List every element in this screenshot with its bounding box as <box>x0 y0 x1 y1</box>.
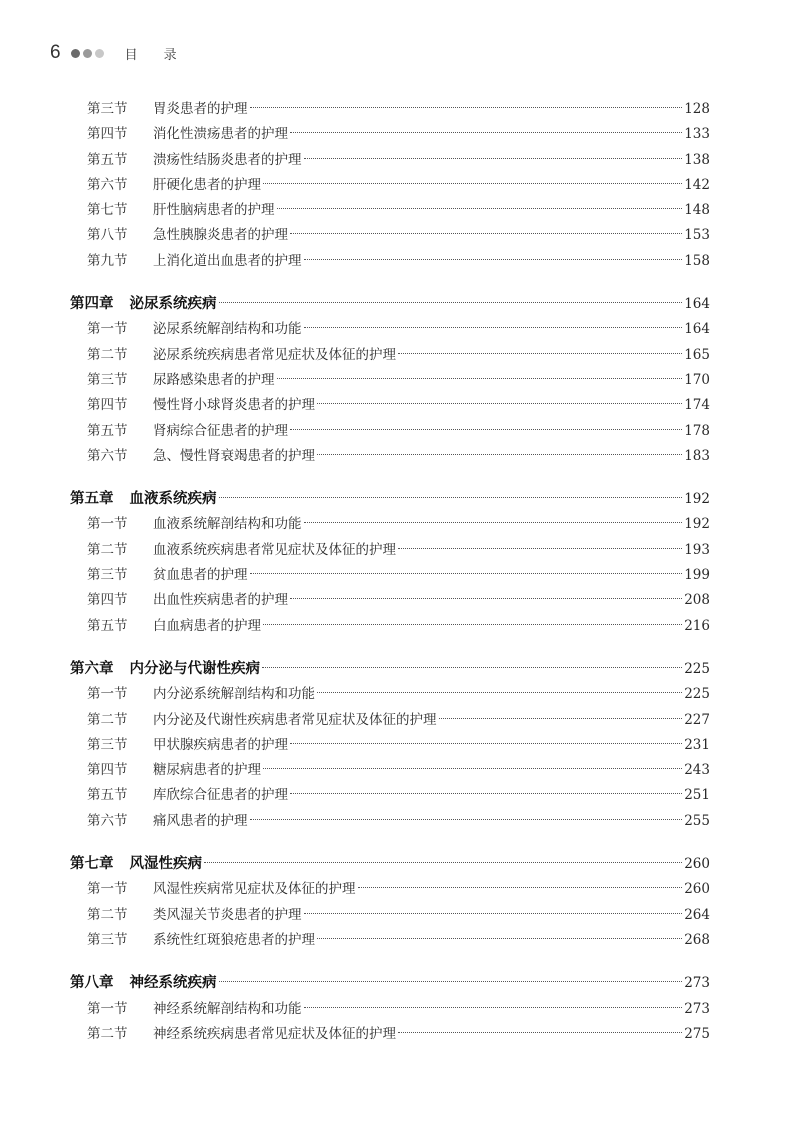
dot-leader <box>304 522 683 523</box>
section-page-number: 192 <box>684 516 710 533</box>
toc-chapter-entry[interactable] <box>70 971 710 996</box>
section-label: 第一节 <box>87 516 128 533</box>
toc-section-entry[interactable] <box>70 1022 710 1047</box>
toc-section-entry[interactable] <box>70 997 710 1022</box>
toc-section-entry[interactable] <box>70 758 710 783</box>
dot-leader <box>290 743 682 744</box>
section-title: 库欣综合征患者的护理 <box>153 787 288 804</box>
section-label: 第九节 <box>87 252 128 269</box>
toc-chapter-entry[interactable] <box>70 657 710 682</box>
section-label: 第七节 <box>87 202 128 219</box>
section-title: 神经系统解剖结构和功能 <box>153 1000 302 1017</box>
toc-section-entry[interactable] <box>70 122 710 147</box>
toc-section-entry[interactable] <box>70 173 710 198</box>
toc-chapter <box>70 487 710 639</box>
section-title: 出血性疾病患者的护理 <box>153 592 288 609</box>
section-title: 白血病患者的护理 <box>153 617 261 634</box>
section-page-number: 243 <box>684 762 710 779</box>
toc-section-entry[interactable] <box>70 563 710 588</box>
dot-leader <box>262 667 682 668</box>
section-page-number: 275 <box>684 1025 710 1042</box>
chapter-title: 泌尿系统疾病 <box>129 296 217 313</box>
toc-section-entry[interactable] <box>70 903 710 928</box>
toc-chapter <box>70 657 710 834</box>
dot-leader <box>250 573 683 574</box>
section-label: 第一节 <box>87 321 128 338</box>
section-page-number: 208 <box>684 592 710 609</box>
section-page-number: 199 <box>684 567 710 584</box>
section-page-number: 142 <box>684 176 710 193</box>
section-title: 糖尿病患者的护理 <box>153 762 261 779</box>
chapter-title: 血液系统疾病 <box>129 491 217 508</box>
page-number: 6 <box>50 42 61 63</box>
section-label: 第三节 <box>87 371 128 388</box>
section-title: 类风湿关节炎患者的护理 <box>153 906 302 923</box>
toc-section-entry[interactable] <box>70 877 710 902</box>
dot-leader <box>398 1032 682 1033</box>
chapter-page-number: 164 <box>684 296 710 313</box>
running-head-title: 目录 <box>124 47 203 63</box>
dot-leader <box>304 327 683 328</box>
header-dot <box>83 49 92 58</box>
dot-leader <box>250 819 683 820</box>
toc-section-entry[interactable] <box>70 317 710 342</box>
table-of-contents <box>70 97 710 1065</box>
toc-chapter <box>70 292 710 469</box>
dot-leader <box>398 548 682 549</box>
dot-leader <box>317 692 682 693</box>
section-page-number: 227 <box>684 711 710 728</box>
section-label: 第一节 <box>87 686 128 703</box>
section-label: 第四节 <box>87 126 128 143</box>
dot-leader <box>290 793 682 794</box>
toc-section-entry[interactable] <box>70 512 710 537</box>
dot-leader <box>439 718 683 719</box>
section-title: 神经系统疾病患者常见症状及体征的护理 <box>153 1025 396 1042</box>
section-page-number: 231 <box>684 736 710 753</box>
section-title: 系统性红斑狼疮患者的护理 <box>153 931 315 948</box>
dot-leader <box>290 132 682 133</box>
section-label: 第四节 <box>87 592 128 609</box>
section-page-number: 165 <box>684 346 710 363</box>
section-label: 第四节 <box>87 762 128 779</box>
toc-section-entry[interactable] <box>70 928 710 953</box>
dot-leader <box>317 454 682 455</box>
toc-section-entry[interactable] <box>70 97 710 122</box>
section-label: 第六节 <box>87 447 128 464</box>
dot-leader <box>219 981 683 982</box>
section-page-number: 264 <box>684 906 710 923</box>
toc-section-entry[interactable] <box>70 368 710 393</box>
section-page-number: 193 <box>684 541 710 558</box>
dot-leader <box>317 403 682 404</box>
dot-leader <box>219 497 683 498</box>
section-title: 胃炎患者的护理 <box>153 101 248 117</box>
section-label: 第一节 <box>87 881 128 898</box>
dot-leader <box>263 183 682 184</box>
toc-section-entry[interactable] <box>70 682 710 707</box>
dot-leader <box>204 862 682 863</box>
toc-section-entry[interactable] <box>70 538 710 563</box>
section-title: 肝性脑病患者的护理 <box>153 202 275 219</box>
section-title: 贫血患者的护理 <box>153 567 248 584</box>
section-title: 消化性溃疡患者的护理 <box>153 126 288 143</box>
toc-section-entry[interactable] <box>70 419 710 444</box>
section-page-number: 174 <box>684 397 710 414</box>
section-title: 上消化道出血患者的护理 <box>153 252 302 269</box>
section-label: 第八节 <box>87 227 128 244</box>
section-label: 第五节 <box>87 151 128 168</box>
chapter-page-number: 192 <box>684 491 710 508</box>
toc-section-entry[interactable] <box>70 708 710 733</box>
section-title: 血液系统疾病患者常见症状及体征的护理 <box>153 541 396 558</box>
section-label: 第五节 <box>87 422 128 439</box>
toc-section-entry[interactable] <box>70 783 710 808</box>
dot-leader <box>263 624 682 625</box>
section-title: 痛风患者的护理 <box>153 812 248 829</box>
section-title: 急、慢性肾衰竭患者的护理 <box>153 447 315 464</box>
section-page-number: 216 <box>684 617 710 634</box>
section-label: 第二节 <box>87 541 128 558</box>
section-title: 慢性肾小球肾炎患者的护理 <box>153 397 315 414</box>
chapter-page-number: 260 <box>684 856 710 873</box>
toc-section-entry[interactable] <box>70 148 710 173</box>
toc-section-entry[interactable] <box>70 444 710 469</box>
chapter-label: 第七章 <box>70 856 114 873</box>
section-label: 第一节 <box>87 1000 128 1017</box>
section-page-number: 260 <box>684 881 710 898</box>
toc-section-entry[interactable] <box>70 588 710 613</box>
section-label: 第二节 <box>87 711 128 728</box>
section-page-number: 133 <box>684 126 710 143</box>
toc-section-entry[interactable] <box>70 733 710 758</box>
section-title: 甲状腺疾病患者的护理 <box>153 736 288 753</box>
section-label: 第二节 <box>87 346 128 363</box>
section-page-number: 273 <box>684 1000 710 1017</box>
section-page-number: 153 <box>684 227 710 244</box>
header-dots-decoration <box>71 49 107 58</box>
section-label: 第六节 <box>87 812 128 829</box>
section-label: 第四节 <box>87 397 128 414</box>
dot-leader <box>398 353 682 354</box>
section-label: 第五节 <box>87 787 128 804</box>
section-label: 第二节 <box>87 906 128 923</box>
section-page-number: 158 <box>684 252 710 269</box>
section-label: 第三节 <box>87 931 128 948</box>
section-label: 第六节 <box>87 176 128 193</box>
section-page-number: 268 <box>684 931 710 948</box>
section-title: 泌尿系统解剖结构和功能 <box>153 321 302 338</box>
section-title: 风湿性疾病常见症状及体征的护理 <box>153 881 356 898</box>
dot-leader <box>290 429 682 430</box>
section-page-number: 170 <box>684 371 710 388</box>
toc-chapter-entry[interactable] <box>70 487 710 512</box>
page-header <box>50 41 203 65</box>
chapter-title: 内分泌与代谢性疾病 <box>129 660 260 677</box>
toc-section-entry[interactable] <box>70 393 710 418</box>
section-page-number: 128 <box>684 101 710 117</box>
chapter-page-number: 273 <box>684 975 710 992</box>
dot-leader <box>277 208 683 209</box>
chapter-label: 第四章 <box>70 296 114 313</box>
toc-section-entry[interactable] <box>70 809 710 834</box>
section-title: 肾病综合征患者的护理 <box>153 422 288 439</box>
toc-section-entry[interactable] <box>70 249 710 274</box>
section-label: 第三节 <box>87 101 128 117</box>
section-title: 血液系统解剖结构和功能 <box>153 516 302 533</box>
section-page-number: 164 <box>684 321 710 338</box>
section-label: 第五节 <box>87 617 128 634</box>
dot-leader <box>304 158 683 159</box>
section-title: 内分泌及代谢性疾病患者常见症状及体征的护理 <box>153 711 437 728</box>
section-page-number: 183 <box>684 447 710 464</box>
section-label: 第三节 <box>87 567 128 584</box>
section-page-number: 255 <box>684 812 710 829</box>
chapter-label: 第六章 <box>70 660 114 677</box>
section-page-number: 138 <box>684 151 710 168</box>
dot-leader <box>277 378 683 379</box>
dot-leader <box>263 768 682 769</box>
chapter-label: 第五章 <box>70 491 114 508</box>
section-label: 第二节 <box>87 1025 128 1042</box>
section-page-number: 251 <box>684 787 710 804</box>
toc-chapter <box>70 97 710 274</box>
chapter-page-number: 225 <box>684 660 710 677</box>
dot-leader <box>304 1007 683 1008</box>
section-title: 急性胰腺炎患者的护理 <box>153 227 288 244</box>
chapter-title: 神经系统疾病 <box>129 975 217 992</box>
dot-leader <box>317 938 682 939</box>
header-dot <box>71 49 80 58</box>
section-label: 第三节 <box>87 736 128 753</box>
toc-section-entry[interactable] <box>70 223 710 248</box>
toc-section-entry[interactable] <box>70 343 710 368</box>
toc-chapter-entry[interactable] <box>70 292 710 317</box>
section-title: 溃疡性结肠炎患者的护理 <box>153 151 302 168</box>
dot-leader <box>290 233 682 234</box>
section-title: 肝硬化患者的护理 <box>153 176 261 193</box>
dot-leader <box>304 259 683 260</box>
section-page-number: 178 <box>684 422 710 439</box>
section-page-number: 148 <box>684 202 710 219</box>
section-title: 尿路感染患者的护理 <box>153 371 275 388</box>
section-title: 内分泌系统解剖结构和功能 <box>153 686 315 703</box>
section-title: 泌尿系统疾病患者常见症状及体征的护理 <box>153 346 396 363</box>
toc-chapter-entry[interactable] <box>70 852 710 877</box>
dot-leader <box>358 887 683 888</box>
toc-section-entry[interactable] <box>70 614 710 639</box>
dot-leader <box>290 598 682 599</box>
header-dot <box>95 49 104 58</box>
section-page-number: 225 <box>684 686 710 703</box>
dot-leader <box>304 913 683 914</box>
toc-chapter <box>70 852 710 953</box>
toc-chapter <box>70 971 710 1047</box>
dot-leader <box>219 302 683 303</box>
dot-leader <box>250 107 683 108</box>
chapter-title: 风湿性疾病 <box>129 856 202 873</box>
toc-section-entry[interactable] <box>70 198 710 223</box>
chapter-label: 第八章 <box>70 975 114 992</box>
